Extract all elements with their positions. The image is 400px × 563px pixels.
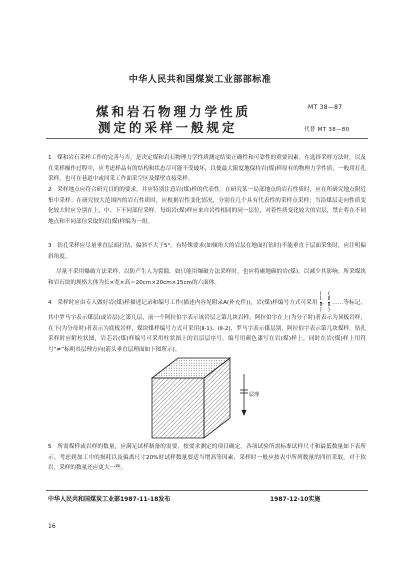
clause-4-lead: 4 采样时应由专人做好岩(煤)样描述记录和编号工作(描述内容见附录A(补充件))，岩(煤)样编号方式可采用 — [48, 300, 318, 306]
document-title-line2: 测定的采样一般规定 — [98, 120, 238, 135]
clause-3-continuation — [48, 267, 366, 288]
standard-code: MT 38—87 — [308, 104, 343, 111]
label-fraction-2: ( Ⅱ Ⅱ ) — [327, 291, 331, 313]
specimen-block — [152, 358, 230, 438]
specimen-figure — [148, 352, 268, 444]
clause-5: 5 所需煤样或岩样的数量，应满足试样制备的需要，按要求测定的项目确定。各项试验所需标准试样尺寸和最低数量如下表所示。考虑到加工中的损耗以及偏离尺寸20%时试样数量要适当增高等因素，采样时一般应按表中所列数量的四倍采取，对于软岩，采样的数量还应更大一些。 — [48, 444, 366, 472]
page-number: 16 — [48, 523, 56, 530]
footer-divider — [46, 490, 368, 491]
clause-1: 1 煤和岩石采样工作的完善与否，是决定煤和岩石物理力学性质测定结果正确性和可靠性的重要因素。在选择采样方法时，以及在采样操作过程中，应考虑样品有的结构和状态尽可能不受破坏，以便最大限度地保持岩(煤)样原有的物理力学性质，一般用打孔采样，也可在巷道中或回采工作面采空区及煤壁直接采样。 — [48, 155, 366, 183]
bedding-label: 层理 — [249, 392, 260, 398]
clause-2: 2 采样地点应符合研究目的的要求，并应特别注意岩(煤)样的代表性。在研究某一局部地点的岩石性质时，应在所研究地点附近集中采样；在研究较大范围内的岩石性质时，应根据岩性变化情况，分别在几个具有代表性的采样点采样；当沿煤层走向性质变化较大时应分别在上、中、下不同部位采样。每组岩(煤)样应来自岩性相同的同一层位，对着性质变化较大的岩层，禁止将在不同地点和不同部位采取的岩(煤)样编为一组。 — [48, 187, 366, 225]
clause-3-blasting-text: 尽量不采用爆破方法采样，以防产生人为裂隙。如只能用爆破方法采样时，也应将砸地碳的岩(煤)，以减少其影响。所采煤块和岩石块的规格大体为长×宽×高＝20cm×20cm×15cm的六面体。 — [48, 269, 366, 286]
issuing-organization: 中华人民共和国煤炭工业部部标准 — [128, 75, 272, 85]
label-fraction-1: ( Ⅰ Ⅱ ) — [319, 291, 322, 313]
clause-4-rest: ……等标记，其中罗马字表示煤层(或岩层)之第几层，前一个阿拉伯字表示该岩层之第几块岩样，阿拉伯字在上(为分子时)者表示为顶板岩样，在下(为分母时)者表示为底板岩样，煤块煤样编号方式可采用(Ⅱ-1)、(Ⅱ-2)，罗马字表示煤层别，阿拉伯字表示第几块煤样。钻孔采样时应附柱状图，岩芯岩(煤)样编号可采用柱状图上的岩层层序号。编号用颜色漆写在岩(煤)样上，同时在岩(煤)样上用符号“≠”标明其层理方向(箭头垂直层理面如下图所示)。 — [48, 300, 366, 353]
bedding-arrow-icon — [240, 374, 248, 416]
clause-4: 4 采样时应由专人做好岩(煤)样描述记录和编号工作(描述内容见附录A(补充件))，岩(煤)样编号方式可采用 ( Ⅰ Ⅱ )、( Ⅱ Ⅱ ) ……等标记，其中罗马字表示煤层(或岩层)之第几层，前一个阿拉伯字表示该岩层之第几块岩样，阿拉伯字在上(为分子时)者表示为顶板岩样，在下(为分母时)者表示为底板岩样，煤块煤样编号方式可采用(Ⅱ-1)、(Ⅱ-2)，罗马字表示煤层别，阿拉伯字表示第几块煤样。钻孔采样时应附柱状图，岩芯岩(煤)样编号可采用柱状图上的岩层层序号。编号用颜色漆写在岩(煤)样上，同时在岩(煤)样上用符号“≠”标明其层理方向(箭头垂直层理面如下图所示)。 — [48, 291, 366, 353]
header-divider — [46, 138, 368, 139]
clause-3: 3 钻孔采样应尽量垂直层面打钻，偏斜不大于5°。有特殊要求(如倾角大的岩层在地面打钻时)不能垂直于层面采集时，应注明偏斜角度。 — [48, 243, 366, 260]
document-title-line1: 煤和岩石物理力学性质 — [96, 104, 252, 119]
implementation-date: 1987-12-10实施 — [270, 496, 321, 503]
publication-info: 中华人民共和国煤炭工业部1987-11-18发布 — [48, 496, 171, 503]
replaces-standard: 代替 MT 38—80 — [304, 127, 350, 133]
